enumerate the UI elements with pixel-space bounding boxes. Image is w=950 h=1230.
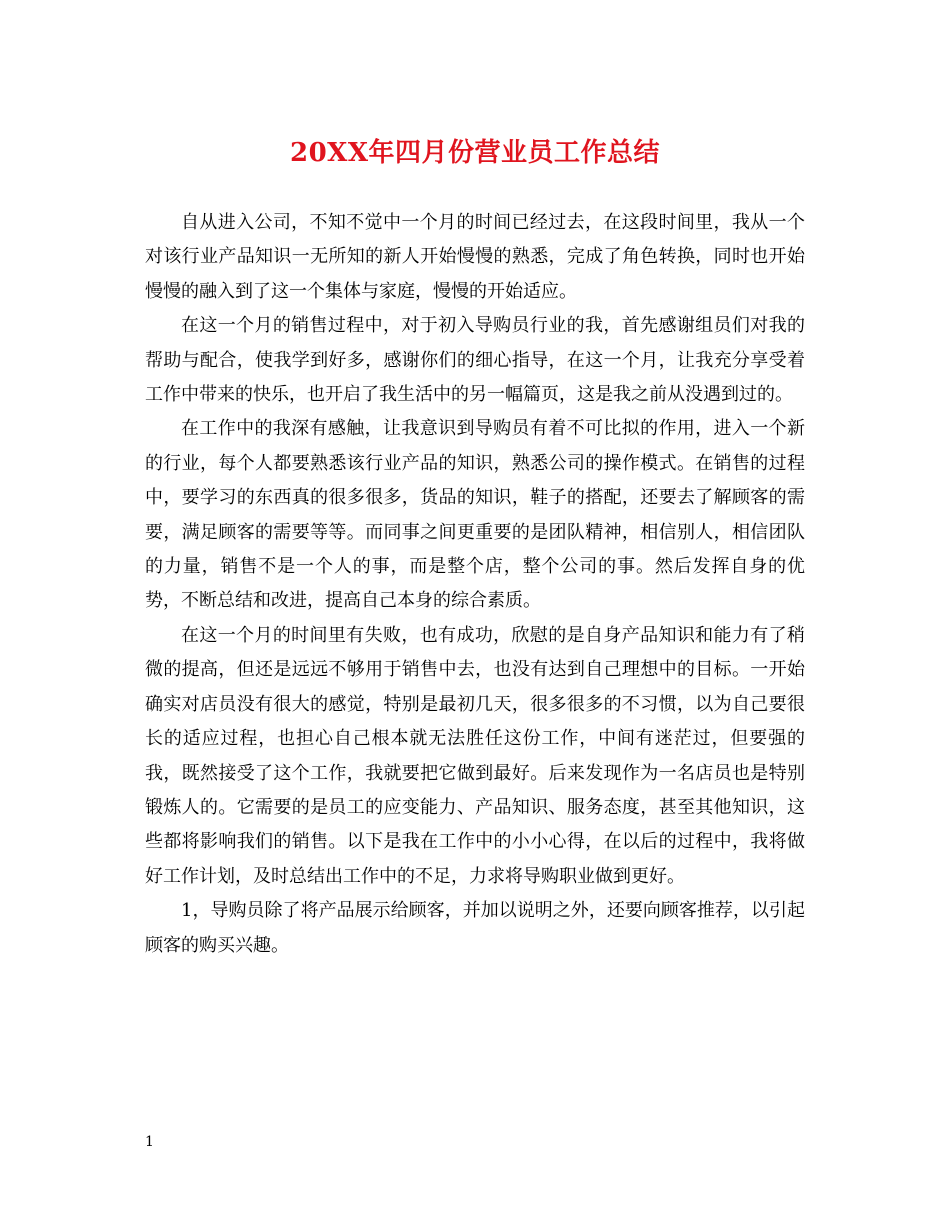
paragraph-2: 在这一个月的销售过程中，对于初入导购员行业的我，首先感谢组员们对我的帮助与配合，使我学到好多，感谢你们的细心指导，在这一个月，让我充分享受着工作中带来的快乐，也开启了我生活中的另一幅篇页，这是我之前从没遇到过的。: [145, 315, 805, 406]
page-number: 1: [145, 1134, 154, 1150]
paragraph-3: 在工作中的我深有感触，让我意识到导购员有着不可比拟的作用，进入一个新的行业，每个人都要熟悉该行业产品的知识，熟悉公司的操作模式。在销售的过程中，要学习的东西真的很多很多，货品的知识，鞋子的搭配，还要去了解顾客的需要，满足顾客的需要等等。而同事之间更重要的是团队精神，相信别人，相信团队的力量，销售不是一个人的事，而是整个店，整个公司的事。然后发挥自身的优势，不断总结和改进，提高自己本身的综合素质。: [145, 418, 805, 612]
document-body: [145, 206, 805, 963]
paragraph-5: 1，导购员除了将产品展示给顾客，并加以说明之外，还要向顾客推荐，以引起顾客的购买兴趣。: [145, 900, 805, 956]
paragraph-4: 在这一个月的时间里有失败，也有成功，欣慰的是自身产品知识和能力有了稍微的提高，但还是远远不够用于销售中去，也没有达到自己理想中的目标。一开始确实对店员没有很大的感觉，特别是最初几天，很多很多的不习惯，以为自己要很长的适应过程，也担心自己根本就无法胜任这份工作，中间有迷茫过，但要强的我，既然接受了这个工作，我就要把它做到最好。后来发现作为一名店员也是特别锻炼人的。它需要的是员工的应变能力、产品知识、服务态度，甚至其他知识，这些都将影响我们的销售。以下是我在工作中的小小心得，在以后的过程中，我将做好工作计划，及时总结出工作中的不足，力求将导购职业做到更好。: [145, 624, 805, 887]
document-title: 20XX年四月份营业员工作总结: [289, 138, 661, 168]
paragraph-1: 自从进入公司，不知不觉中一个月的时间已经过去，在这段时间里，我从一个对该行业产品知识一无所知的新人开始慢慢的熟悉，完成了角色转换，同时也开始慢慢的融入到了这一个集体与家庭，慢慢的开始适应。: [145, 212, 805, 302]
